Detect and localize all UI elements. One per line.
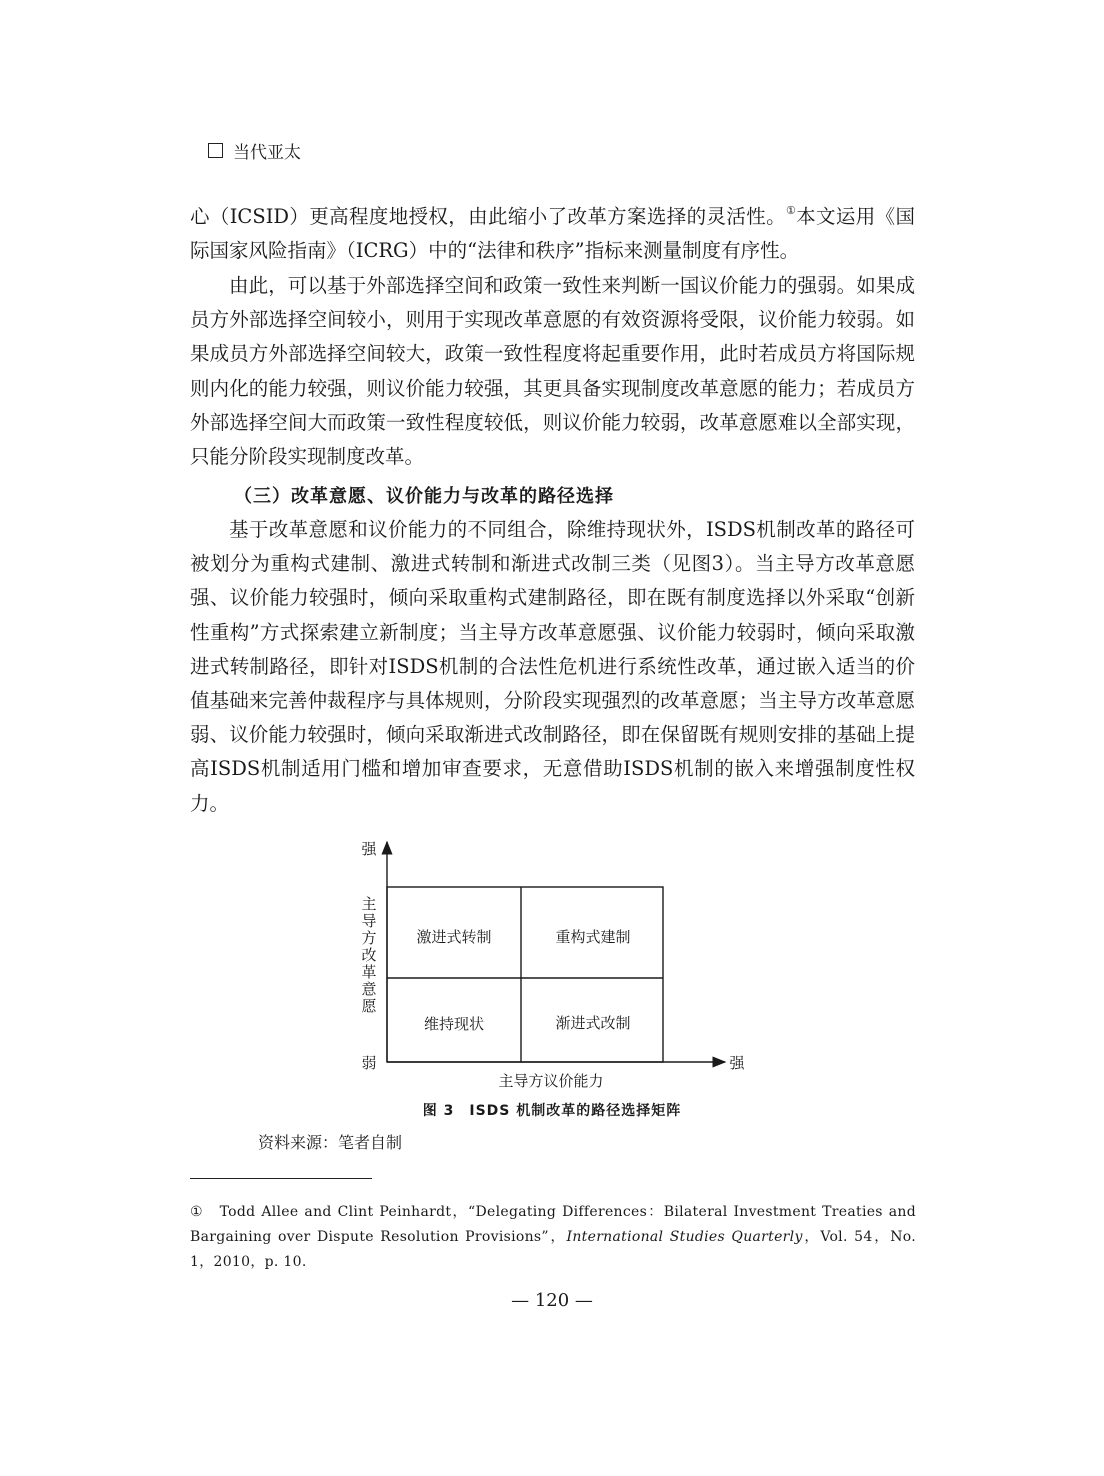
y-axis-bottom-label: 弱 — [361, 1054, 377, 1072]
paragraph-text: 本文运用《国际国家风险指南》（ICRG）中的“法律和秩序”指标来测量制度有序性。 — [190, 205, 915, 263]
y-axis-title-char: 愿 — [361, 997, 377, 1015]
x-axis-right-label: 强 — [729, 1054, 745, 1072]
body-paragraph-3: 基于改革意愿和议价能力的不同组合，除维持现状外，ISDS机制改革的路径可被划分为重构式建制、激进式转制和渐进式改制三类（见图3）。当主导方改革意愿强、议价能力较强时，倾向采取重构式建制路径，即在既有制度选择以外采取“创新性重构”方式探索建立新制度；当主导方改革意愿强、议价能力较弱时，倾向采取激进式转制路径，即针对ISDS机制的合法性危机进行系统性改革，通过嵌入适当的价值基础来完善仲裁程序与具体规则，分阶段实现强烈的改革意愿；当主导方改革意愿弱、议价能力较强时，倾向采取渐进式改制路径，即在保留既有规则安排的基础上提高ISDS机制适用门槛和增加审查要求，无意借助ISDS机制的嵌入来增强制度性权力。 — [190, 518, 915, 815]
footnote-text: ，Vol. 54，No. 1，2010，p. 10. — [190, 1229, 916, 1270]
y-axis-title-char: 方 — [361, 929, 377, 947]
section-subheading: （三）改革意愿、议价能力与改革的路径选择 — [234, 486, 614, 507]
y-axis-title-char: 改 — [361, 946, 377, 964]
cell-reconstructive-establishment: 重构式建制 — [555, 928, 631, 946]
body-paragraph-2: 由此，可以基于外部选择空间和政策一致性来判断一国议价能力的强弱。如果成员方外部选择空间较小，则用于实现改革意愿的有效资源将受限，议价能力较弱。如果成员方外部选择空间较大，政策一致性程度将起重要作用，此时若成员方将国际规则内化的能力较强，则议价能力较强，其更具备实现制度改革意愿的能力；若成员方外部选择空间大而政策一致性程度较低，则议价能力较弱，改革意愿难以全部实现，只能分阶段实现制度改革。 — [190, 274, 915, 469]
figure-source: 资料来源：笔者自制 — [258, 1133, 403, 1152]
footnote-reference[interactable]: ① — [785, 204, 797, 217]
matrix-border — [387, 887, 663, 1062]
cell-radical-transformation: 激进式转制 — [416, 928, 492, 946]
footnote-marker: ① — [190, 1204, 205, 1220]
figure-caption: 图 3 ISDS 机制改革的路径选择矩阵 — [422, 1103, 682, 1119]
journal-title: 当代亚太 — [233, 143, 301, 163]
footnote-divider — [190, 1178, 372, 1179]
cell-incremental-reform: 渐进式改制 — [555, 1014, 631, 1032]
y-axis-title-char: 主 — [361, 895, 377, 913]
y-axis-title-char: 导 — [361, 912, 377, 930]
cell-status-quo: 维持现状 — [423, 1015, 485, 1033]
y-axis-title-char: 革 — [361, 963, 377, 981]
x-axis-title: 主导方议价能力 — [498, 1072, 604, 1090]
y-axis-top-label: 强 — [361, 840, 377, 858]
page-number: — 120 — — [511, 1290, 593, 1311]
paragraph-text: 心（ICSID）更高程度地授权，由此缩小了改革方案选择的灵活性。 — [190, 205, 786, 228]
footnote-journal: International Studies Quarterly — [566, 1229, 803, 1245]
footnote-text: Todd Allee and Clint Peinhardt，“Delegating Differences：Bilateral Investment Treaties and Bargaining over Dispute Resolution Provisions”， — [190, 1204, 916, 1245]
footnote — [190, 1200, 916, 1275]
y-axis-title-char: 意 — [361, 980, 377, 998]
